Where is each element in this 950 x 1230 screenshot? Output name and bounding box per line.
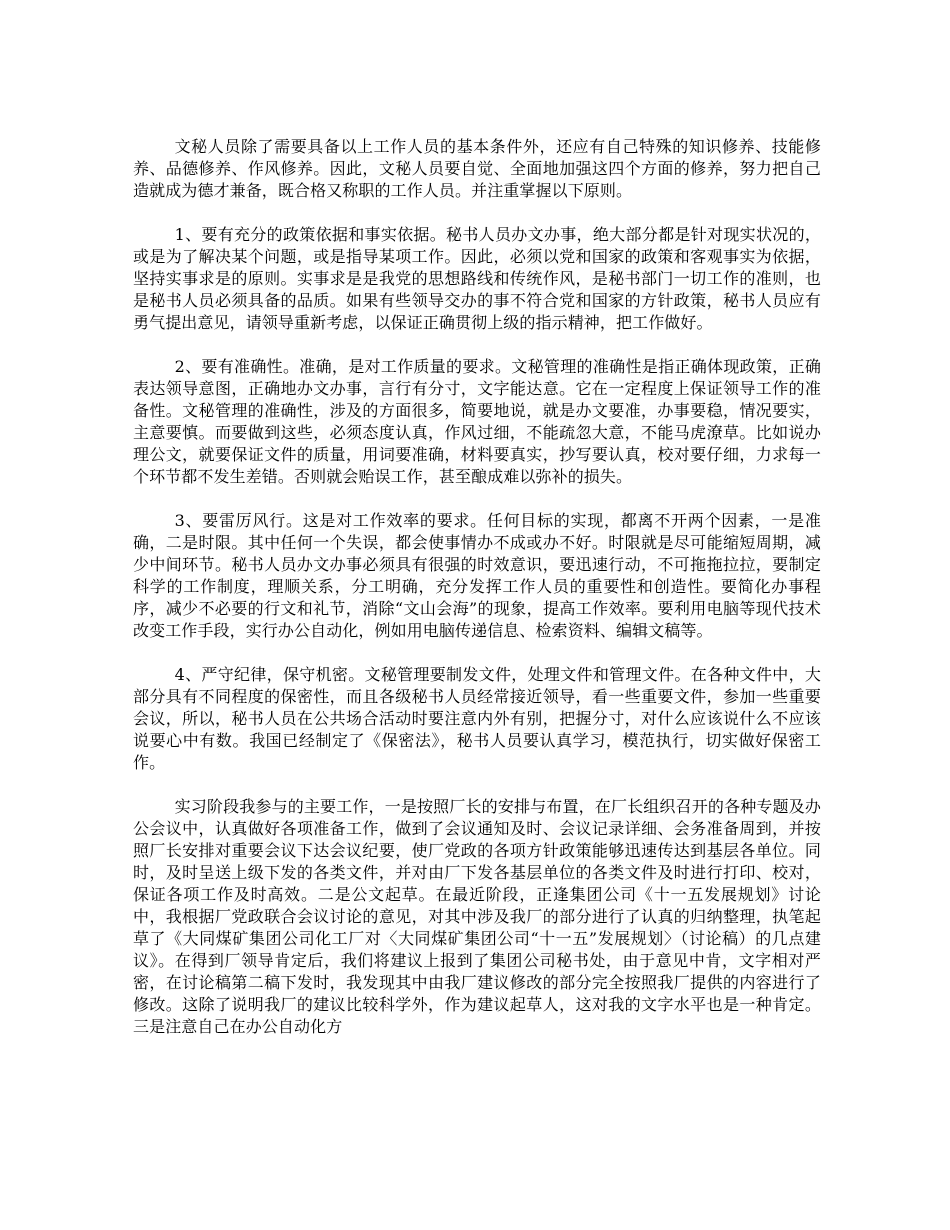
document-body xyxy=(133,136,821,1038)
paragraph-principle-4: 4、严守纪律，保守机密。文秘管理要制发文件，处理文件和管理文件。在各种文件中，大部分具有不同程度的保密性，而且各级秘书人员经常接近领导，看一些重要文件，参加一些重要会议，所以，秘书人员在公共场合活动时要注意内外有别，把握分寸，对什么应该说什么不应该说要心中有数。我国已经制定了《保密法》，秘书人员要认真学习，模范执行，切实做好保密工作。 xyxy=(133,665,821,772)
paragraph-principle-2: 2、要有准确性。准确，是对工作质量的要求。文秘管理的准确性是指正确体现政策，正确表达领导意图，正确地办文办事，言行有分寸，文字能达意。它在一定程度上保证领导工作的准备性。文秘管理的准确性，涉及的方面很多，简要地说，就是办文要准，办事要稳，情况要实，主意要慎。而要做到这些，必须态度认真，作风过细，不能疏忽大意，不能马虎潦草。比如说办理公文，就要保证文件的质量，用词要准确，材料要真实，抄写要认真，校对要仔细，力求每一个环节都不发生差错。否则就会贻误工作，甚至酿成难以弥补的损失。 xyxy=(133,357,821,486)
paragraph-intro: 文秘人员除了需要具备以上工作人员的基本条件外，还应有自己特殊的知识修养、技能修养、品德修养、作风修养。因此，文秘人员要自觉、全面地加强这四个方面的修养，努力把自己造就成为德才兼备，既合格又称职的工作人员。并注重掌握以下原则。 xyxy=(133,137,821,200)
paragraph-principle-1: 1、要有充分的政策依据和事实依据。秘书人员办文办事，绝大部分都是针对现实状况的，或是为了解决某个问题，或是指导某项工作。因此，必须以党和国家的政策和客观事实为依据，坚持实事求是的原则。实事求是是我党的思想路线和传统作风，是秘书部门一切工作的准则，也是秘书人员必须具备的品质。如果有些领导交办的事不符合党和国家的方针政策，秘书人员应有勇气提出意见，请领导重新考虑，以保证正确贯彻上级的指示精神，把工作做好。 xyxy=(133,225,821,332)
paragraph-internship-work: 实习阶段我参与的主要工作，一是按照厂长的安排与布置，在厂长组织召开的各种专题及办公会议中，认真做好各项准备工作，做到了会议通知及时、会议记录详细、会务准备周到，并按照厂长安排对重要会议下达会议纪要，使厂党政的各项方针政策能够迅速传达到基层各单位。同时，及时呈送上级下发的各类文件，并对由厂下发各基层单位的各类文件及时进行打印、校对，保证各项工作及时高效。二是公文起草。在最近阶段，正逢集团公司《十一五发展规划》讨论中，我根据厂党政联合会议讨论的意见，对其中涉及我厂的部分进行了认真的归纳整理，执笔起草了《大同煤矿集团公司化工厂对〈大同煤矿集团公司“十一五”发展规划〉（讨论稿）的几点建议》。在得到厂领导肯定后，我们将建议上报到了集团公司秘书处，由于意见中肯，文字相对严密，在讨论稿第二稿下发时，我发现其中由我厂建议修改的部分完全按照我厂提供的内容进行了修改。这除了说明我厂的建议比较科学外，作为建议起草人，这对我的文字水平也是一种肯定。三是注意自己在办公自动化方 xyxy=(133,797,821,1036)
paragraph-principle-3: 3、要雷厉风行。这是对工作效率的要求。任何目标的实现，都离不开两个因素，一是准确，二是时限。其中任何一个失误，都会使事情办不成或办不好。时限就是尽可能缩短周期，减少中间环节。秘书人员办文办事必须具有很强的时效意识，要迅速行动，不可拖拖拉拉，要制定科学的工作制度，理顺关系，分工明确，充分发挥工作人员的重要性和创造性。要简化办事程序，减少不必要的行文和礼节，消除“文山会海”的现象，提高工作效率。要利用电脑等现代技术改变工作手段，实行办公自动化，例如用电脑传递信息、检索资料、编辑文稿等。 xyxy=(133,511,821,640)
